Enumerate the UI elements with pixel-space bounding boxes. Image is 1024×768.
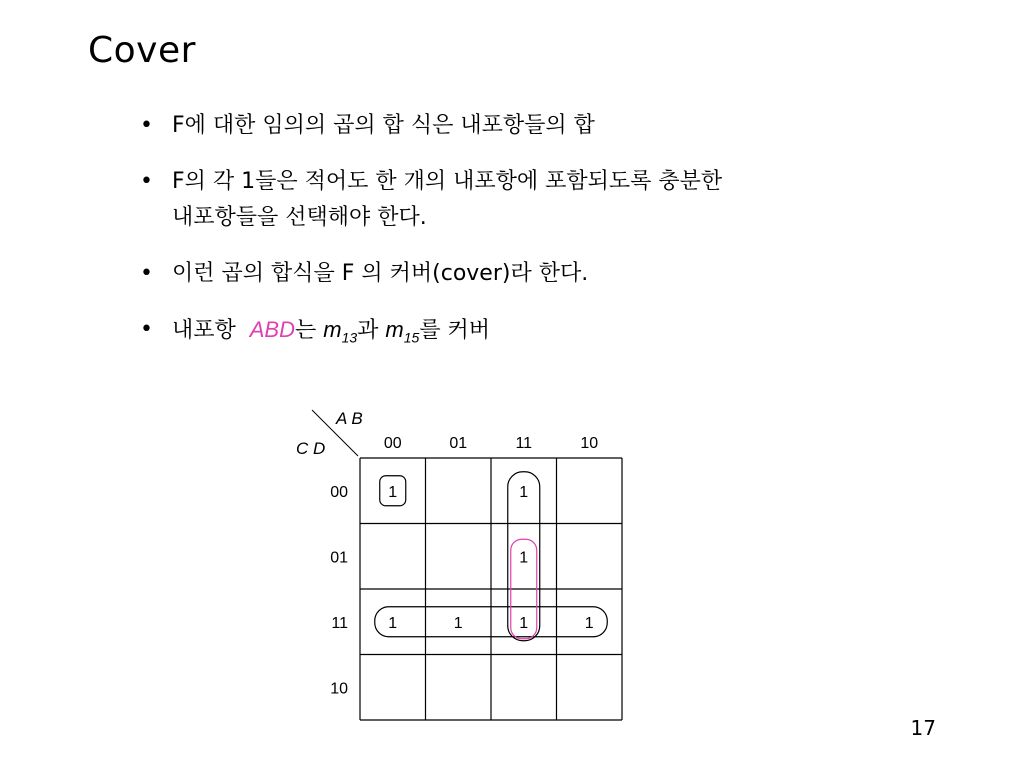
bullet-list <box>140 108 960 375</box>
bullet-dot: • <box>140 261 153 286</box>
bullet-dot: • <box>140 169 153 194</box>
page-number: 17 <box>910 716 936 740</box>
bullet-item <box>140 256 960 292</box>
bullet-dot: • <box>140 113 153 138</box>
bullet-item <box>140 312 960 355</box>
kmap-row-var: C D <box>296 439 326 458</box>
bullet-text: F에 대한 임의의 곱의 합 식은 내포항들의 합 <box>172 113 595 138</box>
bullet-prefix: 내포항 <box>172 318 243 343</box>
minterm-symbol: m <box>385 317 404 342</box>
bullet-mid2: 과 <box>357 318 386 343</box>
bullet-mid1: 는 <box>295 318 324 343</box>
karnaugh-map <box>290 400 630 730</box>
minterm-subscript: 15 <box>403 329 420 346</box>
bullet-item <box>140 108 960 144</box>
kmap-cell-value: 1 <box>453 614 463 632</box>
kmap-cell-value: 1 <box>519 549 529 567</box>
kmap-grid <box>330 435 622 720</box>
kmap-col-label: 00 <box>383 435 402 452</box>
kmap-row-label: 11 <box>331 614 348 632</box>
bullet-text-line1: F의 각 1들은 적어도 한 개의 내포항에 포함되도록 충분한 <box>172 169 723 194</box>
kmap-row-label: 10 <box>330 680 348 698</box>
kmap-cell-value: 1 <box>388 614 398 632</box>
minterm-subscript: 13 <box>341 329 358 346</box>
minterm-15 <box>385 317 420 346</box>
minterm-13 <box>323 317 358 346</box>
kmap-cell-value: 1 <box>519 483 529 501</box>
kmap-cell-value: 1 <box>584 614 594 632</box>
kmap-col-label: 11 <box>515 435 533 452</box>
prime-implicant-term: ABD <box>249 317 295 342</box>
kmap-col-label: 10 <box>580 435 599 452</box>
kmap-col-var: A B <box>336 409 363 428</box>
minterm-symbol: m <box>323 317 342 342</box>
slide-title: Cover <box>88 30 196 71</box>
bullet-dot: • <box>140 317 153 342</box>
kmap-cell-value: 1 <box>388 483 398 501</box>
kmap-row-label: 01 <box>330 549 348 567</box>
bullet-item <box>140 164 960 236</box>
kmap-row-label: 00 <box>330 483 348 501</box>
bullet-suffix: 를 커버 <box>419 318 491 343</box>
kmap-col-label: 01 <box>449 435 468 452</box>
bullet-text-line2: 내포항들을 선택해야 한다. <box>172 205 427 230</box>
bullet-text: 이런 곱의 합식을 F 의 커버(cover)라 한다. <box>172 261 589 286</box>
kmap-cell-value: 1 <box>519 614 529 632</box>
